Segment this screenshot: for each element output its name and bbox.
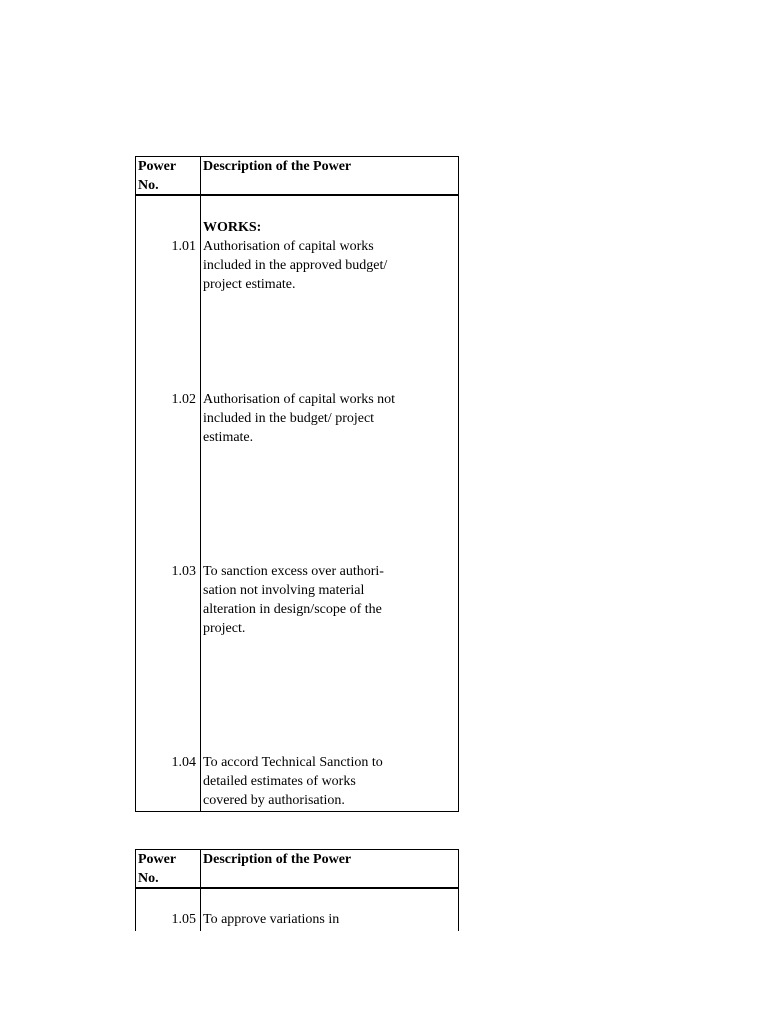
header-description: Description of the Power	[203, 852, 352, 867]
power-description	[203, 753, 455, 810]
header-description: Description of the Power	[203, 159, 352, 174]
power-number: 1.02	[171, 392, 196, 407]
description-line: project estimate.	[203, 277, 296, 292]
header-power-no	[138, 157, 196, 195]
section-heading-works: WORKS:	[203, 220, 262, 235]
powers-table-1	[135, 156, 459, 812]
description-line: project.	[203, 621, 246, 636]
description-line: covered by authorisation.	[203, 793, 345, 808]
table-header	[136, 849, 458, 889]
table-header	[136, 156, 458, 196]
power-number: 1.05	[171, 912, 196, 927]
power-description	[203, 910, 455, 929]
header-power-no-line1: Power	[138, 159, 177, 174]
powers-table-2	[135, 849, 459, 931]
header-power-no	[138, 850, 196, 888]
power-description	[203, 237, 455, 294]
power-number: 1.01	[171, 239, 196, 254]
description-line: Authorisation of capital works	[203, 239, 374, 254]
power-description	[203, 562, 455, 638]
description-line: To sanction excess over authori-	[203, 564, 384, 579]
power-number: 1.03	[171, 564, 196, 579]
header-power-no-line2: No.	[138, 871, 159, 886]
column-divider	[200, 156, 201, 811]
description-line: included in the budget/ project	[203, 411, 375, 426]
power-description	[203, 390, 455, 447]
header-power-no-line1: Power	[138, 852, 177, 867]
description-line: estimate.	[203, 430, 254, 445]
description-line: Authorisation of capital works not	[203, 392, 396, 407]
description-line: alteration in design/scope of the	[203, 602, 382, 617]
header-power-no-line2: No.	[138, 178, 159, 193]
power-number: 1.04	[171, 755, 196, 770]
description-line: included in the approved budget/	[203, 258, 388, 273]
description-line: detailed estimates of works	[203, 774, 356, 789]
description-line: To approve variations in	[203, 912, 340, 927]
description-line: To accord Technical Sanction to	[203, 755, 383, 770]
description-line: sation not involving material	[203, 583, 365, 598]
